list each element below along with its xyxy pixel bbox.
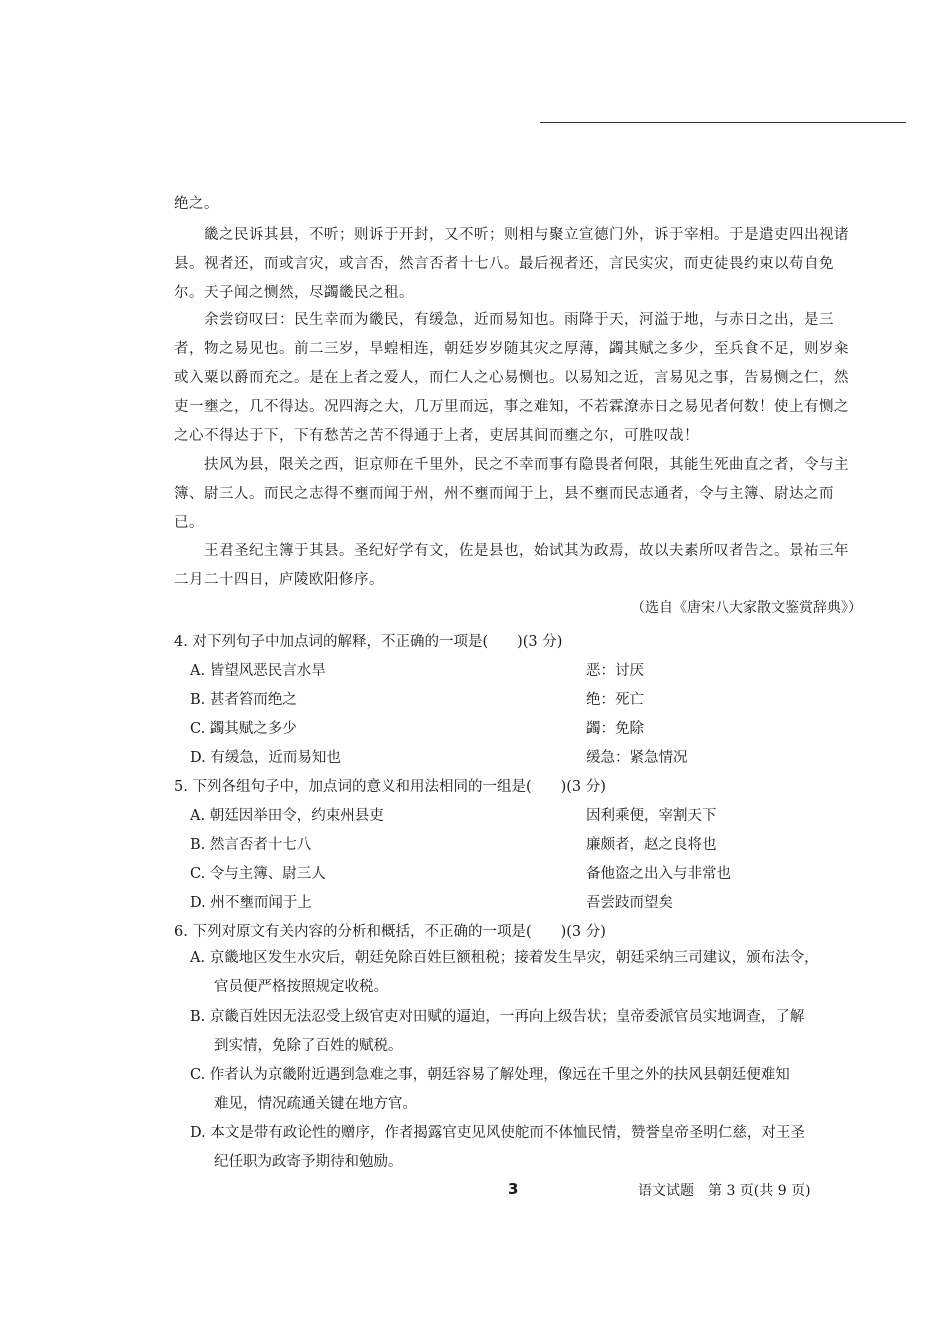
q6-option-c xyxy=(190,1061,862,1119)
passage-paragraph-4: 王君圣纪主簿于其县。圣纪好学有文，佐是县也，始试其为政焉，故以夫素所叹者告之。景祐三年二月二十四日，庐陵欧阳修序。 xyxy=(174,543,849,588)
header-rule xyxy=(540,122,906,123)
q4-option-a: A. 皆望风恶民言水旱 xyxy=(190,663,326,679)
q4-gloss-b: 绝：死亡 xyxy=(586,692,644,708)
q5-option-a: A. 朝廷因举田令，约束州县吏 xyxy=(190,808,384,824)
q6-option-b-line2: 到实情，免除了百姓的赋税。 xyxy=(214,1038,403,1054)
question-4-stem: 4. 对下列句子中加点词的解释，不正确的一项是( )(3 分) xyxy=(174,634,563,650)
q4-gloss-c: 蠲：免除 xyxy=(586,721,644,737)
q5-pair-c: 备他盗之出入与非常也 xyxy=(586,866,731,882)
q6-option-a-line1: A. 京畿地区发生水灾后，朝廷免除百姓巨额租税；接着发生旱灾，朝廷采纳三司建议，颁布法令， xyxy=(190,950,819,966)
q5-pair-d: 吾尝跂而望矣 xyxy=(586,895,673,911)
q6-option-c-line1: C. 作者认为京畿附近遇到急难之事，朝廷容易了解处理，像远在千里之外的扶风县朝廷便难知 xyxy=(190,1067,790,1083)
q5-pair-b: 廉颇者，赵之良将也 xyxy=(586,837,717,853)
q5-pair-a: 因利乘便，宰割天下 xyxy=(586,808,717,824)
q5-option-c: C. 令与主簿、尉三人 xyxy=(190,866,326,882)
question-5-stem: 5. 下列各组句子中，加点词的意义和用法相同的一组是( )(3 分) xyxy=(174,779,606,795)
q6-option-b-line1: B. 京畿百姓因无法忍受上级官吏对田赋的逼迫，一再向上级告状；皇帝委派官员实地调查，了解 xyxy=(190,1009,805,1025)
footer-label: 语文试题 第 3 页(共 9 页) xyxy=(638,1183,811,1199)
q4-option-c: C. 蠲其赋之多少 xyxy=(190,721,297,737)
q4-gloss-a: 恶：讨厌 xyxy=(586,663,644,679)
passage-fragment: 绝之。 xyxy=(174,196,219,212)
q6-option-a-line2: 官员便严格按照规定收税。 xyxy=(214,979,388,995)
passage-source: （选自《唐宋八大家散文鉴赏辞典》） xyxy=(631,600,862,616)
q5-option-d: D. 州不壅而闻于上 xyxy=(190,895,312,911)
passage-paragraph-2: 余尝窃叹曰：民生幸而为畿民，有缓急，近而易知也。雨降于天，河溢于地，与赤日之出，是三者，物之易见也。前二三岁，旱蝗相连，朝廷岁岁随其灾之厚薄，蠲其赋之多少，至兵食不足，则岁籴或入粟以爵而充之。是在上者之爱人，而仁人之心易恻也。以易知之近，言易见之事，告易恻之仁，然吏一壅之，几不得达。况四海之大，几万里而远，事之难知，不若霖潦赤日之易见者何数！使上有恻之之心不得达于下，下有愁苦之苦不得通于上者，吏居其间而壅之尔，可胜叹哉！ xyxy=(174,312,849,444)
q6-option-d-line2: 纪任职为政寄予期待和勉励。 xyxy=(214,1154,403,1170)
q5-option-b: B. 然言否者十七八 xyxy=(190,837,312,853)
q6-option-d xyxy=(190,1119,862,1177)
q4-option-b: B. 甚者笞而绝之 xyxy=(190,692,297,708)
q6-option-a xyxy=(190,944,862,1002)
q4-gloss-d: 缓急：紧急情况 xyxy=(586,750,688,766)
question-6-stem: 6. 下列对原文有关内容的分析和概括，不正确的一项是( )(3 分) xyxy=(174,924,606,940)
q6-option-c-line2: 难见，情况疏通关键在地方官。 xyxy=(214,1096,417,1112)
passage-paragraph-1: 畿之民诉其县，不听；则诉于开封，又不听；则相与聚立宣德门外，诉于宰相。于是遣吏四出视诸县。视者还，而或言灾，或言否，然言否者十七八。最后视者还，言民实灾，而吏徒畏约束以苟自免尔。天子闻之恻然，尽蠲畿民之租。 xyxy=(174,227,849,301)
q4-option-d: D. 有缓急，近而易知也 xyxy=(190,750,341,766)
q6-option-d-line1: D. 本文是带有政论性的赠序，作者揭露官吏见风使舵而不体恤民情，赞誉皇帝圣明仁慈，对王圣 xyxy=(190,1125,805,1141)
page-number: 3 xyxy=(508,1180,519,1198)
q6-option-b xyxy=(190,1003,862,1061)
passage-paragraph-3: 扶风为县，限关之西，讵京师在千里外，民之不幸而事有隐畏者何限，其能生死曲直之者，令与主簿、尉三人。而民之志得不壅而闻于州，州不壅而闻于上，县不壅而民志通者，令与主簿、尉达之而已。 xyxy=(174,457,849,531)
